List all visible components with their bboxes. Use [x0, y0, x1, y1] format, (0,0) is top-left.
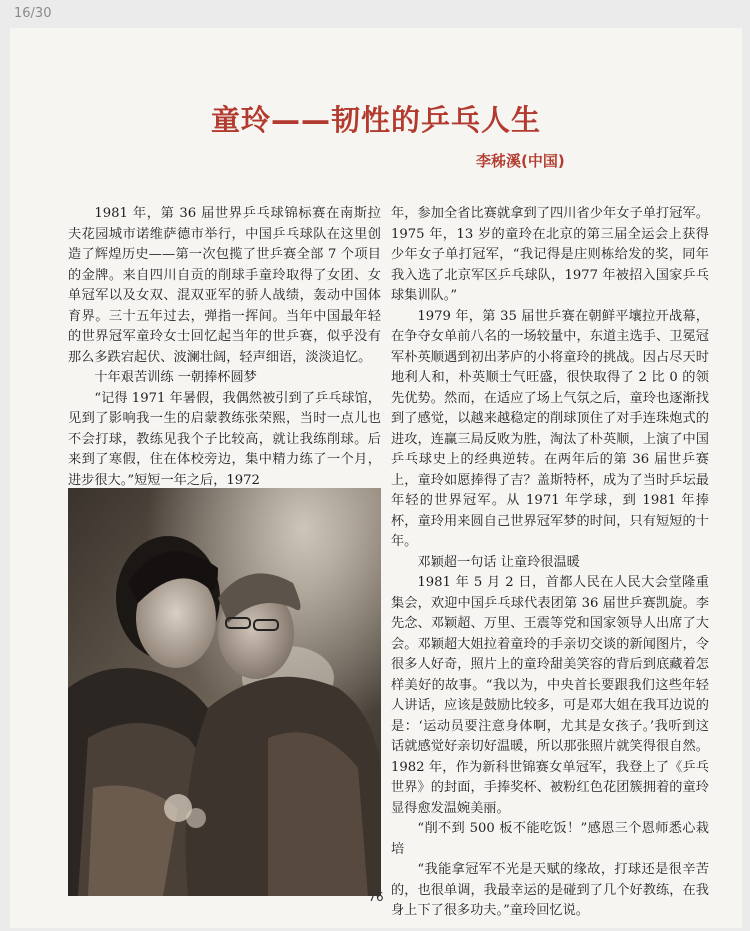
paragraph: “我能拿冠军不光是天赋的缘故，打球还是很辛苦的，也很单调，我最幸运的是碰到了几个好教练，在我身上下了很多功夫。”童玲回忆说。 [391, 862, 709, 918]
photo-image [68, 488, 381, 896]
paragraph: “记得 1971 年暑假，我偶然被引到了乒乓球馆，见到了影响我一生的启蒙教练张荣熙，当时一点儿也不会打球，教练见我个子比较高，就让我练削球。后来到了寒假，住在体校旁边，集中精力练了一个月，进步很大。”短短一年之后，1972 [68, 390, 381, 488]
paragraph: 1981 年，第 36 届世界乒乓球锦标赛在南斯拉夫花园城市诺维萨德市举行，中国乒乓球队在这里创造了辉煌历史——第一次包揽了世乒赛全部 7 个项目的金牌。来自四川自贡的削球手童玲取得了女团、女单冠军以及女双、混双亚军的骄人战绩，轰动中国体育界。三十五年过去，弹指一挥间。当年中国最年轻的世界冠军童玲女士回忆起当年的世乒赛，似乎没有那么多跌宕起伏、波澜壮阔，轻声细语，淡淡追忆。 [68, 206, 381, 365]
section-heading: “削不到 500 板不能吃饭！”感恩三个恩师悉心栽培 [391, 821, 709, 857]
page-counter: 16/30 [14, 6, 52, 21]
article-title: 童玲——韧性的乒乓人生 [210, 103, 541, 137]
page-number: 76 [368, 890, 384, 904]
paragraph: 年，参加全省比赛就拿到了四川省少年女子单打冠军。1975 年，13 岁的童玲在北京的第三届全运会上获得少年女子单打冠军，“我记得是庄则栋给发的奖，同年我入选了北京军区乒乓球队，1977 年被招入国家乒乓球集训队。” [391, 206, 709, 303]
section-heading: 十年艰苦训练 一朝捧杯圆梦 [94, 370, 257, 385]
article-photo [68, 488, 381, 896]
paragraph: 1979 年，第 35 届世乒赛在朝鲜平壤拉开战幕，在争夺女单前八名的一场较量中，东道主选手、卫冕冠军朴英顺遇到初出茅庐的小将童玲的挑战。因占尽天时地利人和，朴英顺士气旺盛，很快取得了 2 比 0 的领先优势。然而，在适应了场上气氛之后，童玲也逐渐找到了感觉，以越来越稳定的削球顶住了对手连珠炮式的进攻，连赢三局反败为胜，淘汰了朴英顺，上演了中国乒乓球史上的经典逆转。在两年后的第 36 届世乒赛上，童玲如愿捧得了吉？盖斯特杯，成为了当时乒坛最年轻的世界冠军。从 1971 年学球，到 1981 年捧杯，童玲用来圆自己世界冠军梦的时间，只有短短的十年。 [391, 308, 709, 549]
magazine-page [10, 28, 742, 928]
right-column [391, 204, 709, 922]
section-heading: 邓颖超一句话 让童玲很温暖 [417, 554, 580, 570]
article-author: 李秭溪(中国) [476, 152, 565, 170]
left-column [68, 204, 381, 491]
paragraph: 1981 年 5 月 2 日，首都人民在人民大会堂隆重集会，欢迎中国乒乓球代表团第 36 届世乒赛凯旋。李先念、邓颖超、万里、王震等党和国家领导人出席了大会。邓颖超大姐拉着童玲的手亲切交谈的新闻图片，令很多人好奇，照片上的童玲甜美笑容的背后到底藏着怎样美好的故事。“我以为，中央首长要跟我们这些年轻人讲话，应该是鼓励比较多，可是邓大姐在我耳边说的是：‘运动员要注意身体啊，尤其是女孩子。’我听到这话就感觉好亲切好温暖，所以那张照片就笑得很自然。1982 年，作为新科世锦赛女单冠军，我登上了《乒乓世界》的封面，手捧奖杯、被粉红色花团簇拥着的童玲显得愈发温婉美丽。 [391, 575, 709, 816]
